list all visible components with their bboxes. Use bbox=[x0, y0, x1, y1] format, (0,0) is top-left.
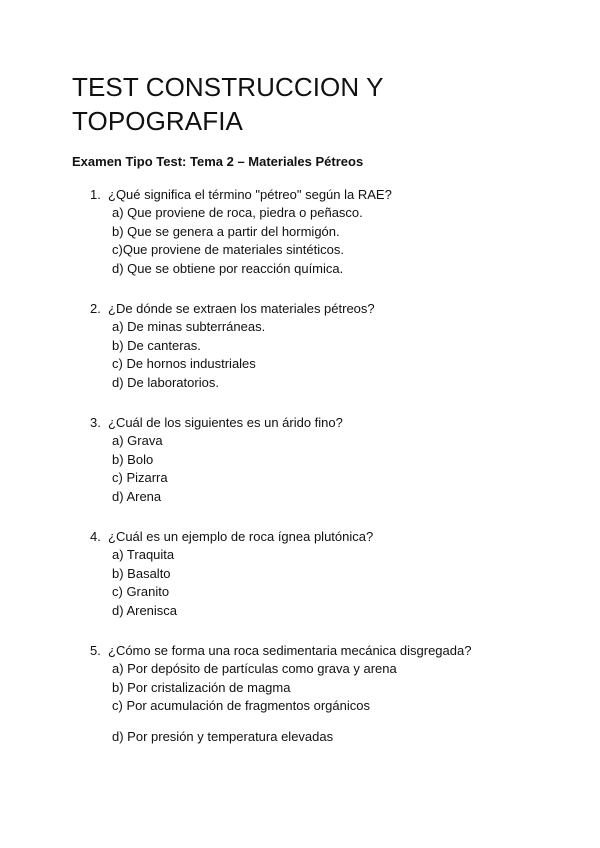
option-d: d) De laboratorios. bbox=[112, 374, 219, 390]
question-2-options bbox=[0, 318, 600, 392]
option-b: b) Por cristalización de magma bbox=[112, 679, 291, 695]
question-3-options bbox=[0, 432, 600, 506]
option-d: d) Por presión y temperatura elevadas bbox=[112, 728, 334, 744]
option-a: a) Traquita bbox=[112, 547, 175, 562]
option-d: d) Arenisca bbox=[112, 602, 178, 618]
question-text: ¿Cuál de los siguientes es un árido fino? bbox=[108, 415, 343, 430]
question-1 bbox=[0, 185, 600, 278]
option-c: c) Por acumulación de fragmentos orgánicos bbox=[112, 698, 370, 713]
option-b: b) Que se genera a partir del hormigón. bbox=[112, 223, 340, 239]
option-c: c)Que proviene de materiales sintéticos. bbox=[112, 242, 344, 257]
question-number: 2. bbox=[90, 301, 101, 316]
option-a: a) Que proviene de roca, piedra o peñasco. bbox=[112, 205, 363, 220]
question-3 bbox=[0, 413, 600, 506]
question-text: ¿Qué significa el término "pétreo" según la RAE? bbox=[108, 187, 392, 202]
question-number: 5. bbox=[90, 643, 101, 658]
option-b: b) Bolo bbox=[112, 451, 154, 467]
question-4-line bbox=[0, 527, 600, 546]
option-a: a) Grava bbox=[112, 433, 163, 448]
question-3-line bbox=[0, 413, 600, 432]
question-number: 4. bbox=[90, 529, 101, 544]
question-5-options bbox=[0, 660, 600, 746]
option-c: c) Granito bbox=[112, 584, 170, 599]
question-5-line bbox=[0, 641, 600, 660]
option-a: a) Por depósito de partículas como grava y arena bbox=[112, 661, 397, 676]
option-c: c) De hornos industriales bbox=[112, 356, 256, 371]
option-b: b) De canteras. bbox=[112, 337, 201, 353]
question-number: 1. bbox=[90, 187, 101, 202]
question-4 bbox=[0, 527, 600, 620]
document-title: TEST CONSTRUCCION Y TOPOGRAFIA bbox=[72, 72, 384, 136]
option-c: c) Pizarra bbox=[112, 470, 168, 485]
question-list bbox=[0, 185, 600, 746]
question-2-line bbox=[0, 299, 600, 318]
question-text: ¿De dónde se extraen los materiales pétreos? bbox=[108, 301, 375, 316]
option-b: b) Basalto bbox=[112, 565, 171, 581]
question-text: ¿Cuál es un ejemplo de roca ígnea plutónica? bbox=[108, 529, 374, 544]
question-1-line bbox=[0, 185, 600, 204]
question-text: ¿Cómo se forma una roca sedimentaria mecánica disgregada? bbox=[108, 643, 472, 658]
question-number: 3. bbox=[90, 415, 101, 430]
question-2 bbox=[0, 299, 600, 392]
question-1-options bbox=[0, 204, 600, 278]
option-d: d) Arena bbox=[112, 488, 162, 504]
question-4-options bbox=[0, 546, 600, 620]
option-a: a) De minas subterráneas. bbox=[112, 319, 266, 334]
exam-subtitle: Examen Tipo Test: Tema 2 – Materiales Pétreos bbox=[72, 154, 364, 169]
option-d: d) Que se obtiene por reacción química. bbox=[112, 260, 344, 276]
question-5 bbox=[0, 641, 600, 746]
